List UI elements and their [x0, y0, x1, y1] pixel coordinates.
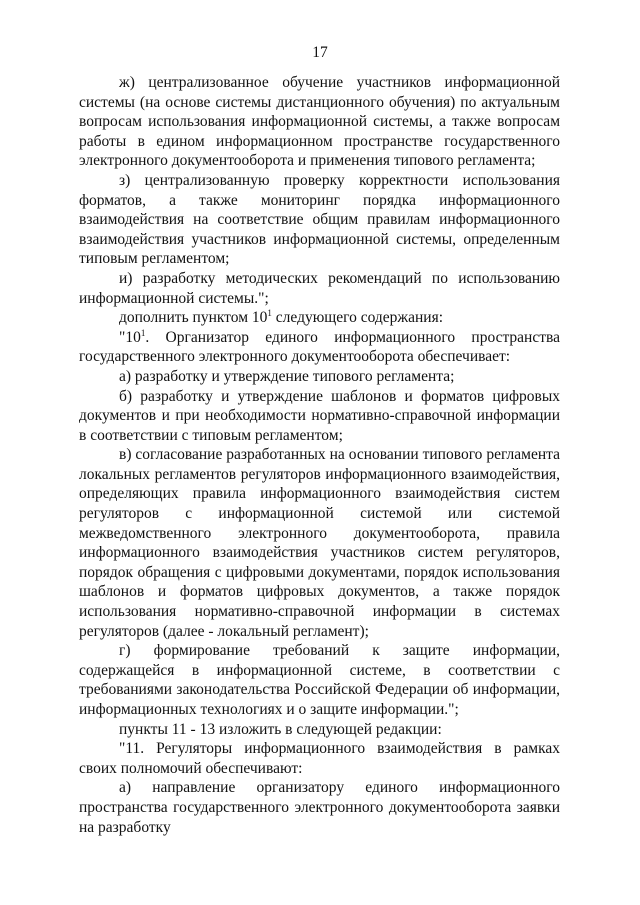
- paragraph-point-11-a: а) направление организатору единого информационного пространства государственного электронного документооборота заявки на разработку: [79, 779, 560, 836]
- paragraph-z: з) централизованную проверку корректности использования форматов, а также мониторинг порядка информационного взаимодействия на соответствие общим правилам информационного взаимодействия участников информационной системы, определенным типовым регламентом;: [79, 171, 560, 268]
- paragraph-i: и) разработку методических рекомендаций по использованию информационной системы.";: [79, 269, 560, 307]
- page-number: 17: [312, 44, 328, 61]
- superscript-1: 1: [267, 307, 272, 318]
- paragraph-add-point-10-1: [79, 308, 560, 328]
- superscript-1: 1: [140, 327, 146, 338]
- paragraph-b: б) разработку и утверждение шаблонов и форматов цифровых документов и при необходимости нормативно-справочной информации в соответствии с типовым регламентом;: [79, 387, 560, 444]
- add-point-text-after: следующего содержания:: [271, 309, 444, 327]
- paragraph-a: а) разработку и утверждение типового регламента;: [119, 367, 455, 385]
- point-10-1-text-before: "10: [119, 328, 141, 346]
- add-point-text-before: дополнить пунктом 10: [119, 309, 268, 327]
- paragraph-points-11-13: пункты 11 - 13 изложить в следующей редакции:: [119, 720, 442, 738]
- paragraph-g: г) формирование требований к защите информации, содержащейся в информационной системе, в соответствии с требованиями законодательства Российской Федерации об информации, информационных технологиях и о защите информации.";: [79, 642, 560, 718]
- paragraph-zh: ж) централизованное обучение участников информационной системы (на основе системы дистанционного обучения) по актуальным вопросам использования информационной системы, а также вопросам работы в едином информационном пространстве государственного электронного документооборота и применения типового регламента;: [79, 74, 560, 170]
- paragraph-point-11: "11. Регуляторы информационного взаимодействия в рамках своих полномочий обеспечивают:: [79, 740, 560, 777]
- point-10-1-text-after: . Организатор единого информационного пространства государственного электронного документооборота обеспечивает:: [79, 328, 560, 366]
- paragraph-point-10-1: [79, 328, 560, 367]
- paragraph-v: в) согласование разработанных на основании типового регламента локальных регламентов регуляторов информационного взаимодействия, определяющих правила информационного взаимодействия систем регуляторов с информационной системой или системой межведомственного электронного документооборота, правила информационного взаимодействия участников систем регуляторов, порядок обращения с цифровыми документами, порядок использования шаблонов и форматов цифровых документов, а также порядок использования нормативно-справочной информации в системах регуляторов (далее - локальный регламент);: [79, 446, 560, 640]
- document-body: [79, 73, 560, 837]
